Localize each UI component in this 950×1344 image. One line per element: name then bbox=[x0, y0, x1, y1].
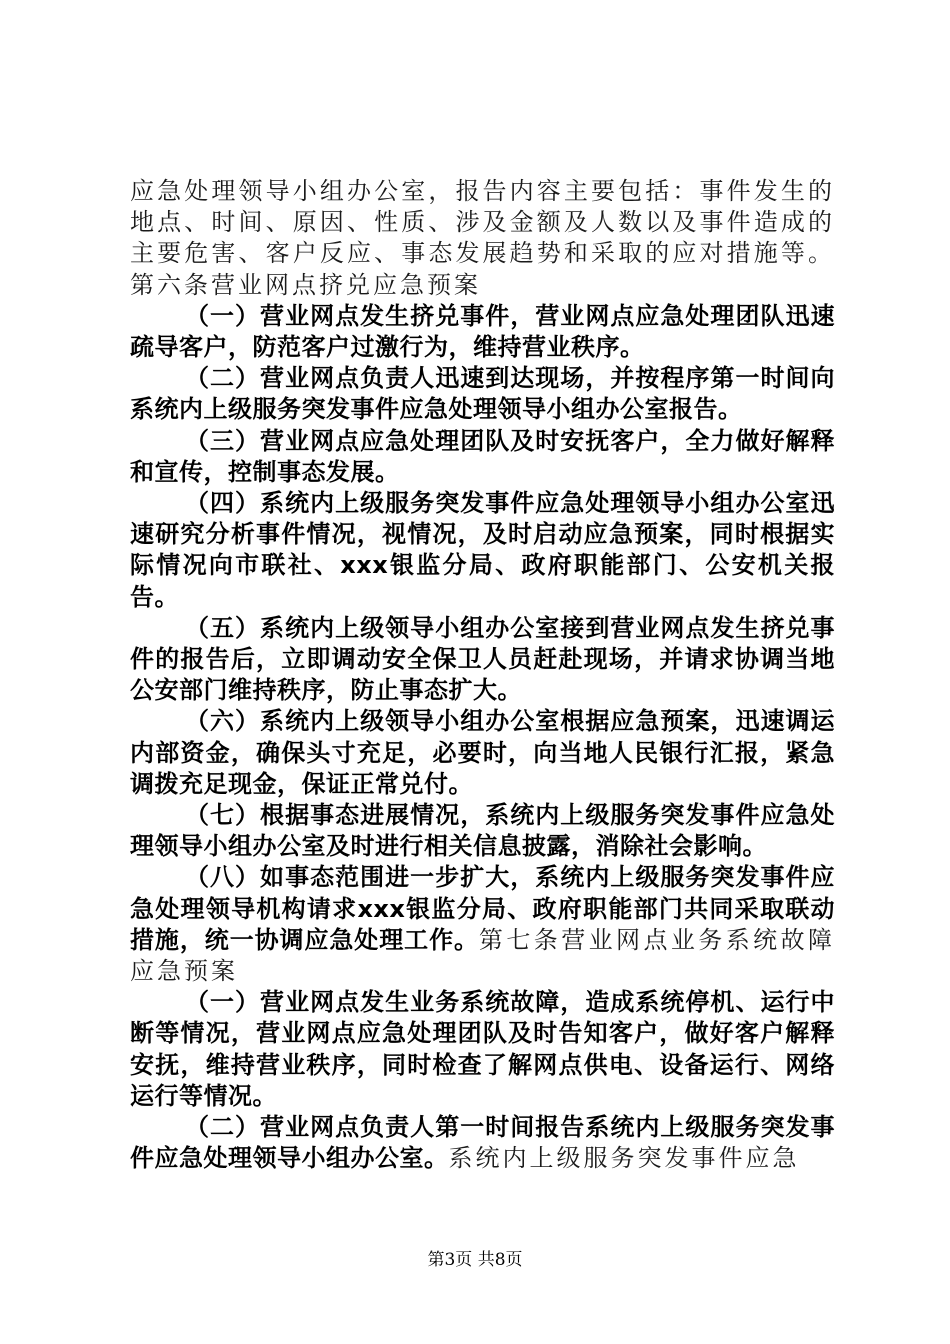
paragraph-9-text: （一）营业网点发生业务系统故障，造成系统停机、运行中断等情况，营业网点应急处理团队及时告知客户，做好客户解释安抚，维持营业秩序，同时检查了解网点供电、设备运行、网络运行等情况。 bbox=[130, 988, 835, 1110]
document-body bbox=[130, 176, 835, 1175]
paragraph-3 bbox=[130, 426, 835, 488]
paragraph-10-text: （二）营业网点负责人第一时间报告系统内上级服务突发事件应急处理领导小组办公室。 bbox=[130, 1113, 835, 1173]
paragraph-0 bbox=[130, 176, 835, 301]
paragraph-2-text: （二）营业网点负责人迅速到达现场，并按程序第一时间向系统内上级服务突发事件应急处理领导小组办公室报告。 bbox=[130, 364, 835, 424]
paragraph-10 bbox=[130, 1112, 835, 1174]
paragraph-9 bbox=[130, 987, 835, 1112]
paragraph-10-tail: 系统内上级服务突发事件应急 bbox=[448, 1144, 800, 1173]
page-footer bbox=[0, 1245, 950, 1270]
paragraph-6-text: （六）系统内上级领导小组办公室根据应急预案，迅速调运内部资金，确保头寸充足，必要时，向当地人民银行汇报，紧急调拨充足现金，保证正常兑付。 bbox=[130, 707, 835, 798]
paragraph-8-text: （八）如事态范围进一步扩大，系统内上级服务突发事件应急处理领导机构请求xxx银监分局、政府职能部门共同采取联动措施，统一协调应急处理工作。 bbox=[130, 863, 835, 954]
paragraph-5-text: （五）系统内上级领导小组办公室接到营业网点发生挤兑事件的报告后，立即调动安全保卫人员赶赴现场，并请求协调当地公安部门维持秩序，防止事态扩大。 bbox=[130, 613, 835, 705]
page-number-label: 第3页 共8页 bbox=[427, 1250, 523, 1270]
paragraph-7 bbox=[130, 800, 835, 862]
paragraph-8-heading: 第七条营业网点业务系统故障应急预案 bbox=[130, 925, 835, 986]
paragraph-8 bbox=[130, 862, 835, 987]
paragraph-6 bbox=[130, 706, 835, 800]
paragraph-4 bbox=[130, 488, 835, 613]
paragraph-2 bbox=[130, 363, 835, 425]
paragraph-0-text: 应急处理领导小组办公室，报告内容主要包括：事件发生的地点、时间、原因、性质、涉及金额及人数以及事件造成的主要危害、客户反应、事态发展趋势和采取的应对措施等。第六条营业网点挤兑应急预案 bbox=[130, 177, 835, 299]
paragraph-5 bbox=[130, 613, 835, 707]
paragraph-1-text: （一）营业网点发生挤兑事件，营业网点应急处理团队迅速疏导客户，防范客户过激行为，维持营业秩序。 bbox=[130, 301, 835, 362]
paragraph-3-text: （三）营业网点应急处理团队及时安抚客户，全力做好解释和宣传，控制事态发展。 bbox=[130, 426, 835, 486]
paragraph-1 bbox=[130, 301, 835, 363]
paragraph-7-text: （七）根据事态进展情况，系统内上级服务突发事件应急处理领导小组办公室及时进行相关信息披露，消除社会影响。 bbox=[130, 801, 835, 861]
paragraph-4-text: （四）系统内上级服务突发事件应急处理领导小组办公室迅速研究分析事件情况，视情况，及时启动应急预案，同时根据实际情况向市联社、xxx银监分局、政府职能部门、公安机关报告。 bbox=[130, 489, 835, 611]
